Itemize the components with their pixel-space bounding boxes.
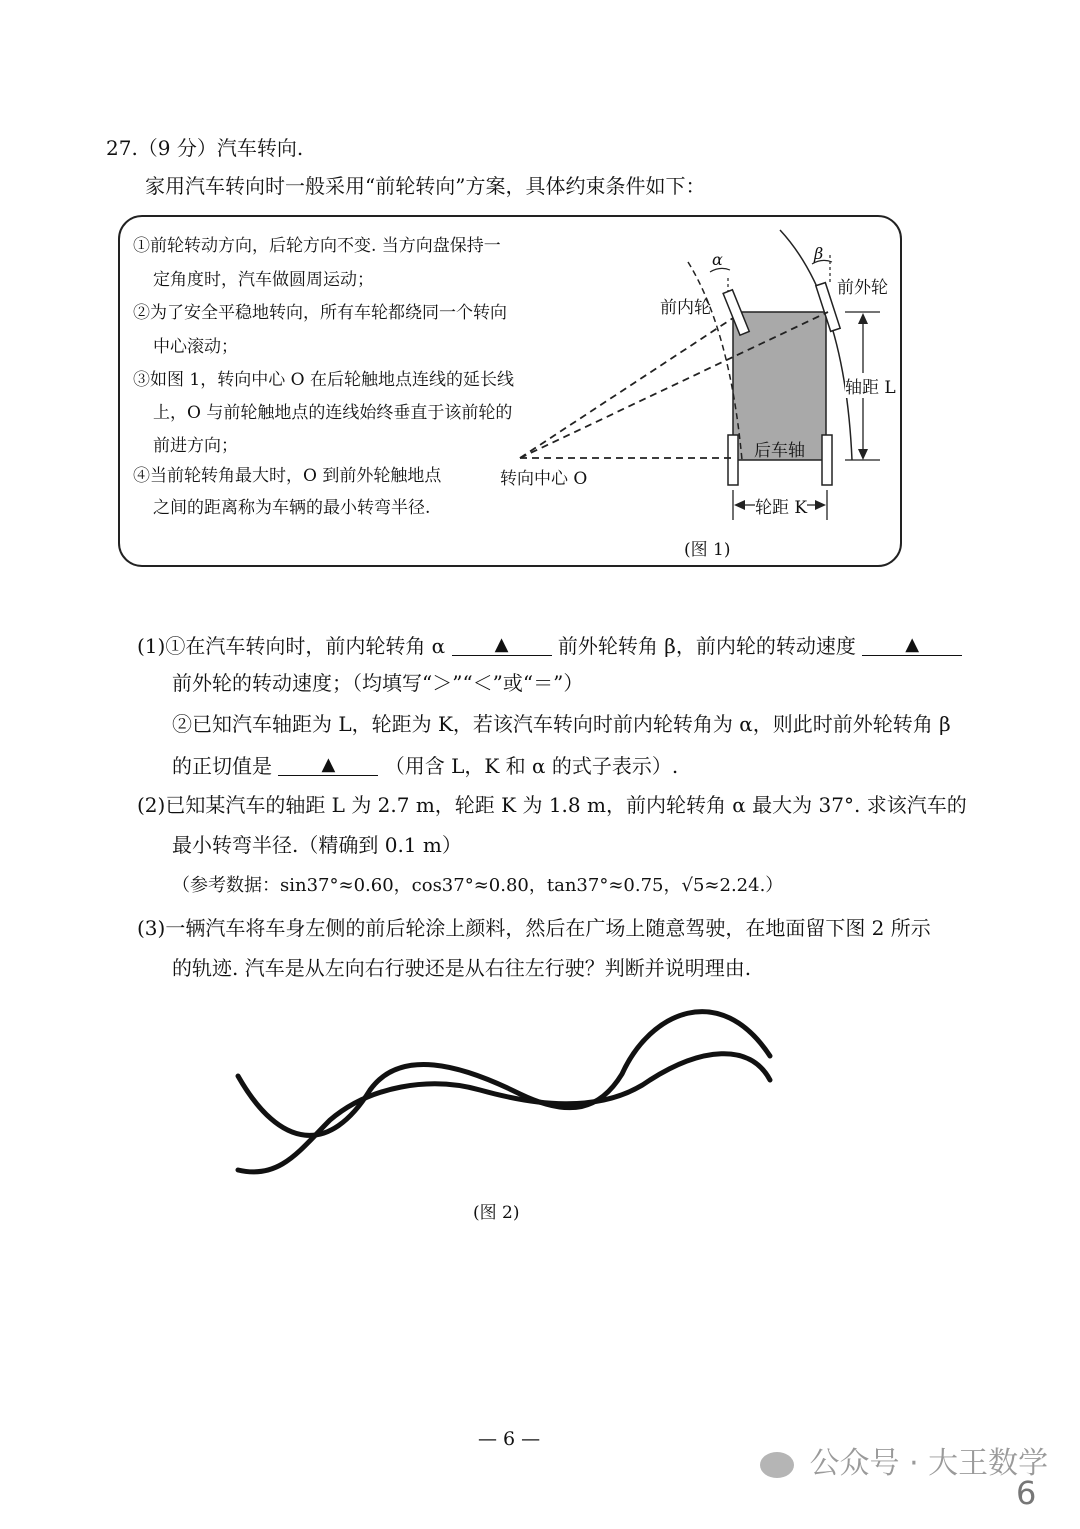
question-header: 27.（9 分）汽车转向. [106,136,304,160]
watermark [760,1438,1048,1482]
page-number: — 6 — [478,1428,541,1450]
label-wheelbase: 轴距 L [845,373,896,398]
part1-line4-text-b: （用含 L，K 和 α 的式子表示）. [384,754,679,778]
label-center-o: 转向中心 O [500,469,588,489]
rear-inner-wheel [728,435,738,485]
figure2-tracks [0,990,1080,1230]
part1-line1-text-b: 前外轮转角 β，前内轮的转动速度 [557,634,856,658]
blank-mark: ▲ [321,754,336,775]
condition-line: ③如图 1，转向中心 O 在后轮触地点连线的延长线 [133,370,514,390]
part3-line1: (3)一辆汽车将车身左侧的前后轮涂上颜料，然后在广场上随意驾驶，在地面留下图 2 所示 [137,916,931,940]
condition-line: ①前轮转动方向，后轮方向不变. 当方向盘保持一 [133,236,501,256]
part2-line2: 最小转弯半径.（精确到 0.1 m） [172,833,462,857]
label-front-inner: 前内轮 [660,298,711,318]
label-alpha: α [712,250,723,269]
part1-line1-text-a: (1)①在汽车转向时，前内轮转角 α [137,634,446,658]
figure2-caption: (图 2) [473,1203,520,1223]
condition-line: 前进方向； [153,436,238,456]
label-front-outer: 前外轮 [837,278,888,298]
condition-line: ④当前轮转角最大时，O 到前外轮触地点 [133,466,442,486]
part1-line4-text-a: 的正切值是 [172,754,272,778]
rear-outer-wheel [822,435,832,485]
part1-line4 [172,753,678,776]
track-curve-rear [238,1054,770,1172]
blank-tan-beta[interactable] [278,753,378,776]
figure1-caption: (图 1) [684,540,731,560]
question-intro: 家用汽车转向时一般采用“前轮转向”方案，具体约束条件如下： [145,174,706,198]
label-track: 轮距 K [755,493,807,518]
condition-line: 之间的距离称为车辆的最小转弯半径. [153,498,431,518]
wechat-icon [760,1452,794,1478]
part2-line1: (2)已知某汽车的轴距 L 为 2.7 m，轮距 K 为 1.8 m，前内轮转角 α 最大为 37°. 求该汽车的 [137,793,967,817]
part1-line3: ②已知汽车轴距为 L，轮距为 K，若该汽车转向时前内轮转角为 α，则此时前外轮转角 β [172,712,951,736]
part3-line2: 的轨迹. 汽车是从左向右行驶还是从右往左行驶？判断并说明理由. [172,956,752,980]
blank-mark: ▲ [905,634,920,655]
label-beta: β [814,244,824,263]
track-arrow-left [734,500,745,510]
line-o-to-front-inner [520,318,733,458]
track-curve-front [238,1012,770,1136]
track-arrow-right [815,500,826,510]
watermark-text: 公众号 · 大王数学 [809,1446,1049,1481]
condition-line: ②为了安全平稳地转向，所有车轮都绕同一个转向 [133,303,507,323]
corner-page-number: 6 [1016,1474,1037,1512]
part2-reference: （参考数据：sin37°≈0.60，cos37°≈0.80，tan37°≈0.75，√5≈2.24.） [172,875,784,896]
blank-mark: ▲ [494,634,509,655]
wheelbase-arrow-bottom [858,449,868,460]
figure1-diagram [0,0,1080,600]
label-rear-axle: 后车轴 [754,441,805,461]
part1-line1 [137,633,962,656]
condition-line: 定角度时，汽车做圆周运动； [153,270,374,290]
blank-alpha-beta[interactable] [452,633,552,656]
part1-line2: 前外轮的转动速度；（均填写“＞”“＜”或“＝”） [172,671,584,695]
blank-speed[interactable] [862,633,962,656]
condition-line: 中心滚动； [153,337,238,357]
wheelbase-arrow-top [858,313,868,324]
condition-line: 上，O 与前轮触地点的连线始终垂直于该前轮的 [153,403,513,423]
